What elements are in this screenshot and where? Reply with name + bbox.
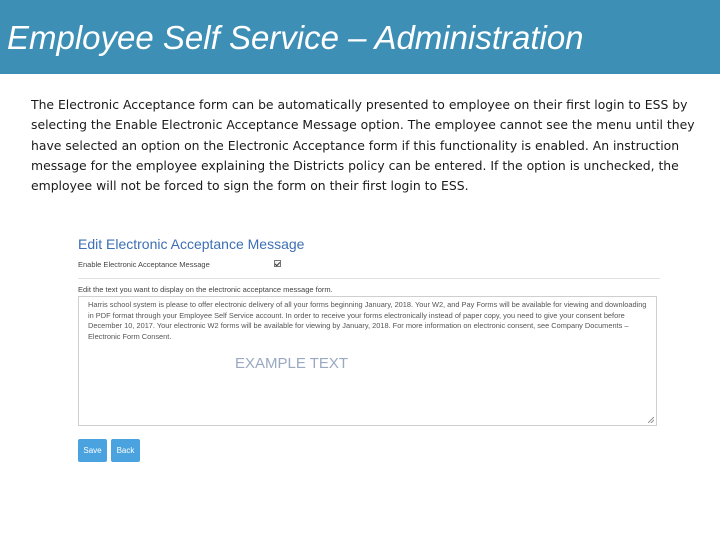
- back-button[interactable]: Back: [111, 439, 140, 462]
- enable-acceptance-label: Enable Electronic Acceptance Message: [78, 260, 210, 269]
- divider: [78, 278, 660, 279]
- title-bar: [0, 0, 720, 74]
- message-textarea-value: Harris school system is please to offer electronic delivery of all your forms beginning January, 2018. Your W2, and Pay Forms will be available for viewing and downloading in PDF format through your Employee Self Service account. In order to receive your forms electronically instead of paper copy, you need to give your consent before December 10, 2017. Your electronic W2 forms will be available for viewing by January, 2018. For more information on electronic consent, see Company Documents – Electronic Form Consent.: [88, 300, 647, 341]
- page-title: Employee Self Service – Administration: [7, 19, 584, 56]
- example-text-overlay: EXAMPLE TEXT: [235, 355, 349, 372]
- intro-paragraph: The Electronic Acceptance form can be automatically presented to employee on their first login to ESS by selecting the Enable Electronic Acceptance Message option. The employee cannot see the menu until they have selected an option on the Electronic Acceptance form if this functionality is enabled. An instruction message for the employee explaining the Districts policy can be entered. If the option is unchecked, the employee will not be forced to sign the form on their first login to ESS.: [31, 97, 695, 194]
- resize-handle-icon[interactable]: [648, 417, 654, 423]
- message-textarea-label: Edit the text you want to display on the electronic acceptance message form.: [78, 285, 333, 294]
- form-heading: Edit Electronic Acceptance Message: [78, 236, 305, 252]
- form-screenshot: [78, 232, 660, 472]
- message-textarea[interactable]: [78, 296, 657, 426]
- enable-acceptance-checkbox[interactable]: [274, 260, 281, 267]
- save-button[interactable]: Save: [78, 439, 107, 462]
